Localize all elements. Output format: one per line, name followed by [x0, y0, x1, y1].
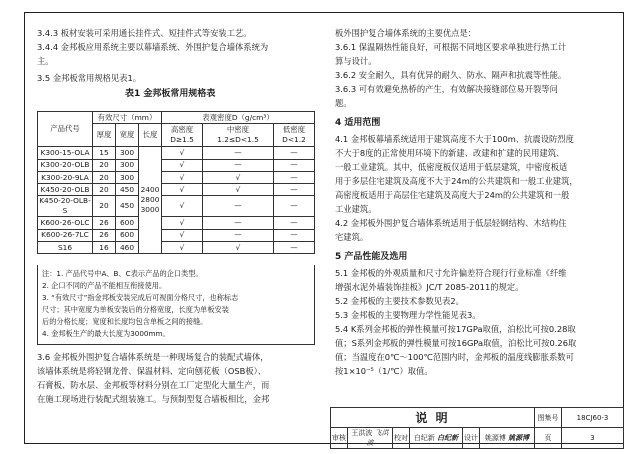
clause-3-4-4-cont: 主。 — [37, 56, 54, 66]
th-effective-size: 有效尺寸（mm） — [93, 112, 162, 124]
clause-4-1-l2: 不大于8度的正常使用环境下的新建、改建和扩建的民用建筑、 — [335, 148, 565, 158]
note-2: 2. 企口不同的产品不能相互衔接使用。 — [42, 281, 167, 290]
section-5-heading: 5 产品性能及选用 — [335, 252, 408, 262]
design-label: 设计 — [463, 428, 480, 449]
clause-3-4-3: 3.4.3 板材安装可采用通长挂件式、短挂件式等安装工艺。 — [37, 28, 252, 38]
th-width: 宽度 — [116, 124, 139, 147]
th-low-density: 低密度 D<1.2 — [273, 124, 314, 147]
table-row: K300-20-OLB 20 300 √ — — — [38, 159, 315, 171]
clause-3-6-1: 3.6.1 保温隔热性能良好，可根据不同地区要求单独进行热工计 — [335, 42, 567, 52]
checker-signature: 白纪新 — [437, 434, 459, 442]
clause-4-1-l3: 一般工业建筑。其中，低密度板仅适用于低层建筑，中密度板适 — [335, 162, 568, 172]
drawing-title: 说 明 — [331, 408, 535, 428]
table-row: K600-26-OLC 26 600 √ — — — [38, 217, 315, 229]
table-row: K300-20-9LA 20 300 √ √ — — [38, 171, 315, 183]
table-row: K450-20-OLB 20 450 √ √ — — [38, 184, 315, 196]
review-label: 审核 — [331, 428, 348, 449]
clause-3-6: 3.6 金邦板外围护复合墙体系统是一种现场复合的装配式墙体， — [37, 352, 269, 362]
clause-5-3: 5.3 金邦板的主要物理力学性能见表3。 — [335, 310, 481, 320]
clause-4-1-l4: 用于多层住宅建筑及高度不大于24m的公共建筑和一般工业建筑， — [335, 176, 578, 186]
section-4-heading: 4 适用范围 — [335, 118, 381, 128]
designer-name: 姚源博 — [484, 434, 506, 442]
clause-5-4-l2: 值；S系列金邦板的弹性模量可按16GPa取值，泊松比可按0.26取 — [335, 338, 577, 348]
note-3-cont: 尺寸；其中宽度为单板安装后的分格宽度，长度为单板安装 — [42, 305, 229, 314]
r-line-1: 板外围护复合墙体系统的主要优点是： — [335, 28, 477, 38]
th-thickness: 厚度 — [93, 124, 116, 147]
note-4: 4. 金邦板生产的最大长度为3000mm。 — [42, 329, 170, 338]
atlas-label: 图集号 — [535, 408, 562, 428]
atlas-number: 18CJ60-3 — [562, 408, 624, 428]
length-cell: 2400 2800 3000 — [139, 147, 162, 254]
clause-3-6-3: 3.6.3 可有效避免热桥的产生，有效解决接缝部位易开裂等问 — [335, 84, 558, 94]
designer-signature: 姚源博 — [508, 434, 530, 442]
clause-5-2: 5.2 金邦板的主要技术参数见表2。 — [335, 296, 464, 306]
clause-4-1-l6: 工业建筑。 — [335, 204, 377, 214]
table-row: K600-26-7LC 26 600 √ — — — [38, 229, 315, 241]
clause-5-4-l3: 值；当温度在0℃～100℃范围内时，金邦板的温度线膨胀系数可 — [335, 352, 574, 362]
clause-5-4: 5.4 K系列金邦板的弹性模量可按17GPa取值，泊松比可按0.28取 — [335, 324, 576, 334]
th-mid-density: 中密度 1.2≤D<1.5 — [203, 124, 274, 147]
table-row: K300-15-OLA 15 300 2400 2800 3000 √ — — — [38, 147, 315, 159]
table-notes — [37, 265, 315, 345]
checker-name: 白纪新 — [413, 434, 435, 442]
table-row: S16 16 460 √ √ — — [38, 242, 315, 254]
clause-5-1: 5.1 金邦板的外观质量和尺寸允许偏差符合现行行业标准《纤维 — [335, 268, 567, 278]
clause-4-2-cont: 宅建筑。 — [335, 232, 369, 242]
title-block — [330, 407, 624, 449]
th-product-code: 产品代号 — [38, 112, 93, 147]
clause-5-1-cont: 增强水泥外墙装饰挂板》JC/T 2085-2011的规定。 — [335, 282, 524, 292]
clause-4-1: 4.1 金邦板幕墙系统适用于建筑高度不大于100m、抗震设防烈度 — [335, 134, 574, 144]
clause-5-4-l4: 按1×10⁻⁵（1/℃）取值。 — [335, 366, 433, 376]
clause-3-6-3-cont: 题。 — [335, 98, 352, 108]
page-number: 3 — [562, 428, 624, 449]
th-density: 表观密度D（g/cm³） — [162, 112, 315, 124]
page-label: 页 — [535, 428, 562, 449]
reviewer-name: 王洪波 — [351, 429, 373, 437]
spec-table — [37, 111, 315, 254]
note-1: 注：1. 产品代号中A、B、C表示产品的企口类型。 — [42, 269, 203, 278]
clause-3-6-l3: 石膏板、防水层、金邦板等材料分别在工厂定型化大量生产，而 — [37, 380, 270, 390]
drawing-sheet — [24, 12, 624, 447]
clause-3-6-2: 3.6.2 安全耐久，具有优异的耐久、防水、隔声和抗震等性能。 — [335, 70, 567, 80]
note-3: 3. “有效尺寸”指金邦板安装完成后可视面分格尺寸，也称标志 — [42, 293, 239, 302]
check-label: 校对 — [393, 428, 410, 449]
clause-3-6-l2: 该墙体系统是将轻钢龙骨、保温材料、定向刨花板（OSB板）、 — [37, 366, 267, 376]
th-high-density: 高密度 D≥1.5 — [162, 124, 203, 147]
th-length: 长度 — [139, 124, 162, 147]
clause-3-6-l4: 在施工现场进行装配式组装施工。与预制型复合墙板相比，金邦 — [37, 394, 270, 404]
clause-3-6-1-cont: 算与设计。 — [335, 56, 377, 66]
reviewer-signature: 飞洪波 — [366, 429, 389, 447]
clause-4-2: 4.2 金邦板外围护复合墙体系统适用于低层轻钢结构、木结构住 — [335, 218, 567, 228]
clause-4-1-l5: 高密度板适用于高层住宅建筑及高度大于24m的公共建筑和一般 — [335, 190, 570, 200]
clause-3-5: 3.5 金邦板常用规格见表1。 — [37, 73, 142, 83]
clause-3-4-4: 3.4.4 金邦板应用系统主要以幕墙系统、外围护复合墙体系统为 — [37, 42, 269, 52]
table-row: K450-20-OLB-S 20 450 √ — — — [38, 196, 315, 217]
table-1-title: 表1 金邦板常用规格表 — [125, 89, 216, 99]
note-3-cont2: 后的分格长度；宽度和长度均包含单板之间的接缝。 — [42, 317, 208, 326]
